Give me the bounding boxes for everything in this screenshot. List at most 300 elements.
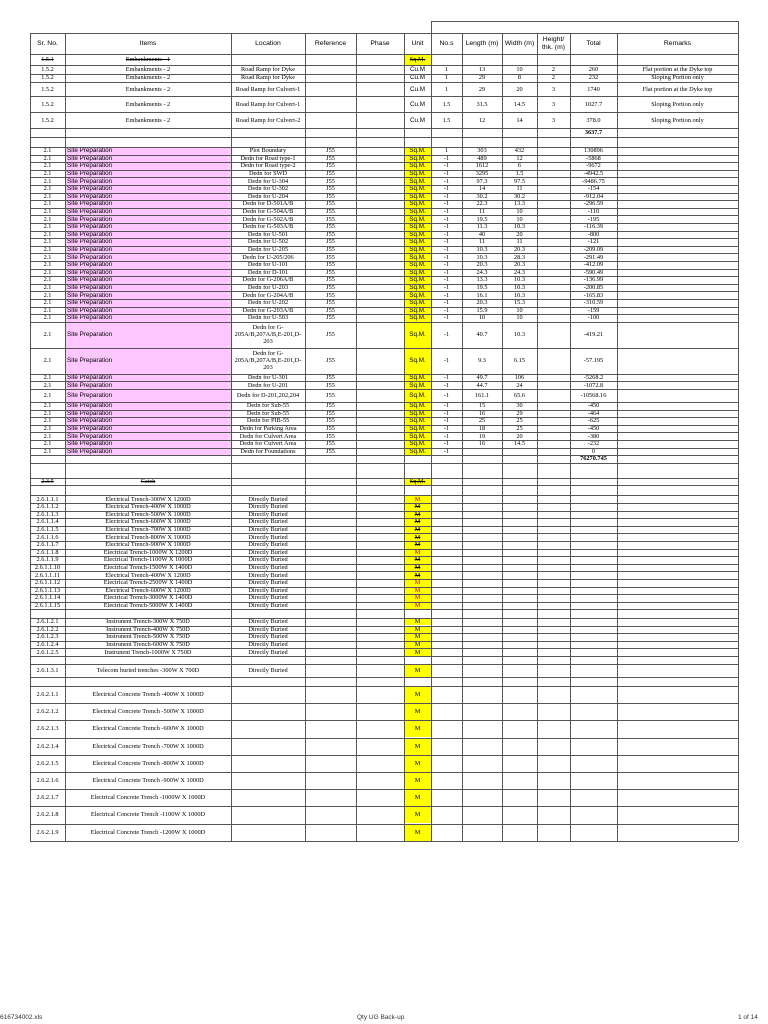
cell-sr: 1.5.2 bbox=[41, 100, 54, 108]
cell-item: Embankments - 2 bbox=[125, 74, 171, 82]
cell-total: -121 bbox=[587, 238, 600, 246]
cell-sr: 2.6.1.2.1 bbox=[36, 618, 59, 626]
cell-unit: Sq.M. bbox=[409, 392, 426, 399]
cell-unit: M bbox=[414, 510, 421, 518]
cell-ref: J55 bbox=[326, 392, 335, 399]
cell-ref: J55 bbox=[326, 291, 335, 299]
grid-line bbox=[30, 772, 738, 773]
cell-sr: 2.6.1.1.7 bbox=[36, 541, 59, 549]
grid-line bbox=[30, 587, 738, 588]
cell-sr: 2.1 bbox=[43, 276, 52, 284]
cell-total: -209.09 bbox=[583, 246, 604, 254]
cell-sr: 2.1 bbox=[43, 357, 52, 365]
cell-sr: 2.6.2.1.6 bbox=[36, 776, 59, 784]
cell-unit: Sq.M. bbox=[409, 409, 426, 417]
cell-unit: Sq.M. bbox=[409, 192, 426, 200]
grid-line bbox=[30, 231, 738, 232]
cell-sr: 2.6.1.3.1 bbox=[36, 667, 59, 675]
cell-total: -380 bbox=[587, 432, 600, 440]
cell-wid: 8 bbox=[517, 74, 522, 82]
cell-rem: Sloping Portion only bbox=[651, 74, 704, 82]
grid-line bbox=[30, 307, 738, 308]
cell-wid: 12 bbox=[516, 154, 523, 162]
cell-ref: J55 bbox=[326, 230, 335, 238]
cell-item: Site Preparation bbox=[67, 417, 113, 425]
header-width: Width (m) bbox=[504, 39, 535, 47]
grid-line bbox=[356, 33, 357, 841]
cell-len: 15 bbox=[478, 402, 486, 410]
cell-ht: 2 bbox=[551, 65, 556, 73]
cell-loc: Dedn for G-205A/B,207A/B,E-201,D-203 bbox=[234, 350, 302, 372]
cell-sr: 2.6.1.1.1 bbox=[36, 495, 59, 503]
cell-sr: 2.1 bbox=[43, 215, 52, 223]
cell-wid: 14.5 bbox=[513, 440, 526, 448]
cell-item: Telecom buried trenches -300W X 700D bbox=[96, 667, 200, 675]
cell-nos: -1 bbox=[443, 392, 450, 399]
cell-sr: 2.6.2.1.5 bbox=[36, 759, 59, 767]
cell-ref: J55 bbox=[326, 402, 335, 410]
cell-len: 19 bbox=[478, 432, 486, 440]
cell-loc: Directly Buried bbox=[248, 586, 288, 594]
cell-loc: Dedn for U-502 bbox=[247, 238, 289, 246]
cell-wid: 10.3 bbox=[513, 223, 526, 231]
cell-ref: J55 bbox=[326, 425, 335, 433]
cell-item: Site Preparation bbox=[67, 409, 113, 417]
cell-ref: J55 bbox=[326, 440, 335, 448]
cell-loc: Directly Buried bbox=[248, 594, 288, 602]
cell-sr: 2.1 bbox=[43, 185, 52, 193]
cell-loc: Road Ramp for Culvert-1 bbox=[235, 100, 301, 108]
cell-sr: 2.1 bbox=[43, 154, 52, 162]
cell-item: Site Preparation bbox=[67, 200, 113, 208]
cell-len: 10.3 bbox=[476, 246, 488, 254]
grid-line bbox=[30, 463, 738, 464]
cell-sr: 2.1 bbox=[43, 200, 52, 208]
cell-item: Electrical Concrete Trench -1000W X 1000D bbox=[90, 794, 206, 802]
cell-wid: 10.3 bbox=[513, 291, 526, 299]
cell-nos: -1 bbox=[443, 162, 450, 170]
cell-wid: 10.3 bbox=[513, 276, 526, 284]
cell-unit: Sq.M. bbox=[409, 268, 426, 276]
cell-loc: Directly Buried bbox=[248, 625, 288, 633]
cell-item: Site Preparation bbox=[67, 402, 113, 410]
cell-unit: Sq.M. bbox=[409, 177, 426, 185]
header-phase: Phase bbox=[370, 39, 390, 47]
grid-line bbox=[30, 162, 738, 163]
grid-line bbox=[30, 284, 738, 285]
cell-unit: Sq.M. bbox=[409, 230, 426, 238]
grid-line bbox=[30, 571, 738, 572]
cell-unit: Sq.M. bbox=[409, 276, 426, 284]
cell-loc: Directly Buried bbox=[248, 564, 288, 572]
cell-loc: Directly Buried bbox=[248, 667, 288, 675]
cell-item: Site Preparation bbox=[67, 374, 113, 382]
cell-unit: Sq.M. bbox=[409, 253, 426, 261]
cell-nos: -1 bbox=[443, 170, 450, 178]
cell-nos: -1 bbox=[443, 306, 450, 314]
grid-line bbox=[30, 402, 738, 403]
cell-nos: -1 bbox=[443, 331, 450, 339]
cell-unit: M bbox=[414, 526, 421, 534]
cell-sr: 2.1 bbox=[43, 268, 52, 276]
cell-unit: Sq.M. bbox=[409, 284, 426, 292]
cell-sr: 2.1 bbox=[43, 409, 52, 417]
cell-item: Electrical Trench-700W X 1000D bbox=[105, 526, 191, 534]
cell-sr: 1.5.2 bbox=[41, 65, 54, 73]
header-remarks: Remarks bbox=[663, 39, 692, 47]
cell-item: Site Preparation bbox=[67, 291, 113, 299]
cell-nos: 1 bbox=[444, 65, 449, 73]
cell-loc: Dedn for U-301 bbox=[247, 374, 289, 382]
grid-line bbox=[30, 556, 738, 557]
cell-nos: -1 bbox=[443, 177, 450, 185]
header-unit: Unit bbox=[411, 39, 424, 47]
cell-item: Site Preparation bbox=[67, 440, 113, 448]
grid-line bbox=[30, 626, 738, 627]
cell-unit: Sq.M. bbox=[409, 246, 426, 254]
cell-sr: 2.1 bbox=[43, 306, 52, 314]
cell-unit: Cu.M bbox=[409, 65, 426, 73]
grid-line bbox=[30, 215, 738, 216]
grid-line bbox=[30, 526, 738, 527]
cell-loc: Road Ramp for Dyke bbox=[240, 65, 296, 73]
cell-ref: J55 bbox=[326, 261, 335, 269]
cell-ref: J55 bbox=[326, 147, 335, 155]
grid-line bbox=[30, 314, 738, 315]
top-border bbox=[431, 21, 738, 22]
cell-item: Site Preparation bbox=[67, 223, 113, 231]
cell-item: Embankments - 2 bbox=[125, 85, 171, 93]
cell-wid: 10 bbox=[516, 314, 523, 322]
cell-len: 14 bbox=[478, 185, 486, 193]
grid-line bbox=[30, 96, 738, 97]
cell-total: -4942.5 bbox=[583, 170, 604, 178]
cell-loc: Dedn for Sub-55 bbox=[246, 402, 290, 410]
cell-wid: 10.3 bbox=[513, 331, 526, 339]
cell-loc: Dedn for Foundations bbox=[240, 447, 296, 455]
grid-line bbox=[30, 664, 738, 665]
cell-loc: Dedn for G-502A/B bbox=[242, 215, 294, 223]
grid-line bbox=[30, 440, 738, 441]
cell-item: Electrical Concrete Trench -1100W X 1000D bbox=[90, 811, 206, 819]
cell-total: -110 bbox=[587, 208, 600, 216]
cell-len: 19.5 bbox=[476, 215, 488, 223]
cell-nos: -1 bbox=[443, 314, 450, 322]
header-nos: No.s bbox=[439, 39, 454, 47]
cell-len: 16 bbox=[478, 440, 486, 448]
cell-loc: Dedn for G-203A/B bbox=[242, 306, 294, 314]
cell-sr: 2.6.1.1.2 bbox=[36, 503, 59, 511]
cell-loc: Dedn for U-205/206 bbox=[242, 253, 294, 261]
cell-loc: Directly Buried bbox=[248, 548, 288, 556]
cell-ref: J55 bbox=[326, 238, 335, 246]
cell-ref: J55 bbox=[326, 215, 335, 223]
cell-item: Site Preparation bbox=[67, 268, 113, 276]
cell-unit: M bbox=[414, 556, 421, 564]
cell-total: -912.04 bbox=[583, 192, 604, 200]
cell-rem: Flat portion at the Dyke top bbox=[642, 65, 713, 73]
cell-loc: Dedn for SWD bbox=[248, 170, 288, 178]
grid-line bbox=[30, 478, 738, 479]
cell-nos: -1 bbox=[443, 238, 450, 246]
cell-nos: 1.5 bbox=[442, 116, 451, 124]
cell-loc: Road Ramp for Culvert-1 bbox=[235, 85, 301, 93]
cell-sr: 2.1 bbox=[43, 392, 52, 399]
cell-item: Embankments - 2 bbox=[125, 116, 171, 124]
cell-wid: 24.3 bbox=[513, 268, 526, 276]
cell-unit: Sq.M. bbox=[409, 261, 426, 269]
cell-item: Site Preparation bbox=[67, 392, 113, 399]
cell-wid: 29 bbox=[516, 409, 523, 417]
grid-line bbox=[30, 253, 738, 254]
grid-line bbox=[30, 485, 738, 486]
cell-ref: J55 bbox=[326, 208, 335, 216]
cell-total: -296.59 bbox=[583, 200, 604, 208]
grid-line bbox=[30, 618, 738, 619]
cell-wid: 28.3 bbox=[513, 253, 526, 261]
cell-total: 1027.7 bbox=[584, 100, 603, 108]
grid-line bbox=[30, 246, 738, 247]
cell-loc: Dedn for D-501A/B bbox=[242, 200, 294, 208]
grid-line bbox=[30, 455, 738, 456]
cell-wid: 25 bbox=[516, 417, 523, 425]
grid-line bbox=[30, 74, 738, 75]
cell-unit: Sq.M. bbox=[409, 425, 426, 433]
grid-line bbox=[30, 448, 738, 449]
cell-total: -1072.8 bbox=[583, 381, 604, 389]
cell-item: Electrical Trench-400W X 1200D bbox=[105, 571, 191, 579]
cell-sr: 2.1 bbox=[43, 192, 52, 200]
grid-line bbox=[30, 703, 738, 704]
cell-item: Electrical Trench-2500W X 1400D bbox=[103, 579, 193, 587]
cell-unit: Sq.M. bbox=[409, 447, 426, 455]
header-total: Total bbox=[586, 39, 601, 47]
grid-line bbox=[30, 269, 738, 270]
cell-unit: M bbox=[414, 586, 421, 594]
cell-len: 20.3 bbox=[476, 299, 488, 307]
cell-total: -291.49 bbox=[583, 253, 604, 261]
cell-len: 489 bbox=[477, 154, 487, 162]
cell-loc: Directly Buried bbox=[248, 495, 288, 503]
cell-item: Electrical Trench-1500W X 1400D bbox=[103, 564, 193, 572]
cell-item: Embankments - 2 bbox=[125, 65, 171, 73]
cell-len: 97.3 bbox=[476, 177, 488, 185]
cell-unit: Sq.M. bbox=[409, 478, 426, 486]
header-items: Items bbox=[139, 39, 157, 47]
cell-nos: -1 bbox=[443, 230, 450, 238]
cell-nos: -1 bbox=[443, 381, 450, 389]
cell-loc: Road Ramp for Culvert-2 bbox=[235, 116, 301, 124]
cell-unit: M bbox=[414, 690, 421, 698]
cell-unit: M bbox=[414, 759, 421, 767]
grid-line bbox=[30, 238, 738, 239]
grid-line bbox=[30, 348, 738, 349]
cell-unit: Sq.M. bbox=[409, 440, 426, 448]
cell-sr: 2.1 bbox=[43, 261, 52, 269]
grid-line bbox=[30, 389, 738, 390]
cell-sr: 2.6.1.1.13 bbox=[34, 586, 61, 594]
cell-item: Site Preparation bbox=[67, 357, 113, 365]
cell-wid: 10 bbox=[516, 215, 523, 223]
cell-rem: Sloping Portion only bbox=[651, 100, 704, 108]
cell-wid: 10 bbox=[516, 65, 523, 73]
cell-total: -154 bbox=[587, 185, 600, 193]
cell-unit: Sq.M. bbox=[409, 299, 426, 307]
cell-total: -310.59 bbox=[583, 299, 604, 307]
cell-total: -100 bbox=[587, 314, 600, 322]
cell-unit: Sq.M. bbox=[409, 314, 426, 322]
grid-line bbox=[30, 200, 738, 201]
cell-total: -9672 bbox=[586, 162, 601, 170]
cell-total: -412.09 bbox=[583, 261, 604, 269]
cell-nos: -1 bbox=[443, 268, 450, 276]
cell-item: Site Preparation bbox=[67, 432, 113, 440]
cell-wid: 11 bbox=[516, 185, 523, 193]
cell-ht: 2 bbox=[551, 74, 556, 82]
cell-loc: Dedn for G-504A/B bbox=[242, 208, 294, 216]
cell-loc: Directly Buried bbox=[248, 533, 288, 541]
cell-sr: 2.1 bbox=[43, 440, 52, 448]
grid-line bbox=[30, 841, 738, 842]
cell-nos: -1 bbox=[443, 357, 450, 365]
grid-line bbox=[30, 65, 738, 66]
grid-line bbox=[30, 503, 738, 504]
cell-item: Catch bbox=[140, 478, 156, 486]
cell-sr: 2.6.1.2.3 bbox=[36, 633, 59, 641]
cell-total: -57.195 bbox=[583, 357, 604, 365]
cell-item: Site Preparation bbox=[67, 170, 113, 178]
cell-item: Electrical Concrete Trench -500W X 1000D bbox=[92, 708, 204, 716]
cell-item: Site Preparation bbox=[67, 162, 113, 170]
cell-wid: 65.6 bbox=[513, 392, 526, 399]
grid-line bbox=[431, 33, 432, 841]
cell-item: Electrical Concrete Trench -400W X 1000D bbox=[92, 690, 204, 698]
grid-line bbox=[30, 609, 738, 610]
cell-loc: Plot Boundary bbox=[249, 147, 287, 155]
grid-line bbox=[30, 208, 738, 209]
top-border-left bbox=[431, 21, 432, 33]
cell-sr: 2.1 bbox=[43, 291, 52, 299]
cell-ref: J55 bbox=[326, 417, 335, 425]
cell-total: 260 bbox=[588, 65, 599, 73]
cell-sr: 2.6.1.1.11 bbox=[35, 571, 60, 579]
cell-loc: Directly Buried bbox=[248, 602, 288, 610]
cell-total: 130896 bbox=[584, 147, 603, 155]
cell-sr: 2.6.1.2.4 bbox=[36, 640, 59, 648]
cell-unit: Sq.M. bbox=[409, 162, 426, 170]
cell-total: -450 bbox=[587, 425, 600, 433]
cell-len: 12 bbox=[478, 116, 486, 124]
cell-nos: -1 bbox=[443, 409, 450, 417]
cell-loc: Dedn for U-304 bbox=[247, 177, 289, 185]
cell-sr: 2.1 bbox=[43, 208, 52, 216]
cell-len: 22.3 bbox=[476, 200, 488, 208]
cell-sr: 1.5.2 bbox=[41, 85, 54, 93]
cell-wid: 30 bbox=[516, 402, 523, 410]
cell-item: Instrunent Trench-500W X 750D bbox=[106, 633, 190, 641]
cell-wid: 24 bbox=[516, 381, 523, 389]
cell-wid: 1.5 bbox=[515, 170, 524, 178]
cell-wid: 432 bbox=[514, 147, 525, 155]
cell-unit: M bbox=[414, 742, 421, 750]
cell-len: 25 bbox=[478, 417, 486, 425]
cell-unit: Sq.M. bbox=[409, 331, 426, 339]
cell-wid: 20.3 bbox=[513, 261, 526, 269]
cell-ref: J55 bbox=[326, 381, 335, 389]
cell-unit: Cu.M bbox=[409, 85, 426, 93]
cell-loc: Directly Buried bbox=[248, 571, 288, 579]
cell-item: Electrical Trench-1100W X 1000D bbox=[103, 556, 193, 564]
grid-line bbox=[30, 33, 31, 841]
grid-line bbox=[30, 755, 738, 756]
cell-len: 40.7 bbox=[476, 331, 488, 339]
cell-total: 378.0 bbox=[586, 116, 601, 124]
cell-total: -10568.16 bbox=[580, 392, 607, 399]
cell-sr: 2.1 bbox=[43, 246, 52, 254]
cell-loc: Directly Buried bbox=[248, 633, 288, 641]
cell-loc: Dedn for U-101 bbox=[247, 261, 289, 269]
cell-unit: M bbox=[414, 633, 421, 641]
cell-unit: Sq.M. bbox=[409, 374, 426, 382]
footer-page-number: 1 of 14 bbox=[738, 1014, 758, 1021]
cell-total: -116.39 bbox=[583, 223, 604, 231]
grid-line bbox=[30, 128, 738, 129]
cell-loc: Dedn for PIB-55 bbox=[246, 417, 290, 425]
grid-line bbox=[30, 276, 738, 277]
cell-unit: Sq.M. bbox=[409, 185, 426, 193]
cell-total: -200.85 bbox=[583, 284, 604, 292]
cell-nos: -1 bbox=[443, 432, 450, 440]
cell-total: -136.99 bbox=[583, 276, 604, 284]
cell-total: -9486.75 bbox=[582, 177, 605, 185]
grid-line bbox=[30, 410, 738, 411]
cell-sr: 2.6.2.1.2 bbox=[36, 708, 59, 716]
cell-ref: J55 bbox=[326, 314, 335, 322]
cell-sr: 2.6.1.1.8 bbox=[36, 548, 59, 556]
cell-wid: 11 bbox=[516, 238, 523, 246]
grid-line bbox=[30, 417, 738, 418]
cell-sr: 2.3.5 bbox=[41, 478, 54, 486]
cell-nos: 1 bbox=[444, 74, 449, 82]
cell-ref: J55 bbox=[326, 170, 335, 178]
cell-loc: Dedn for U-204 bbox=[247, 192, 289, 200]
cell-loc: Dedn for G-205A/B,207A/B,E-201,D-203 bbox=[234, 324, 302, 346]
cell-item: Instrunent Trench-300W X 750D bbox=[106, 618, 190, 626]
cell-unit: Sq.M. bbox=[409, 147, 426, 155]
cell-loc: Directly Buried bbox=[248, 618, 288, 626]
grid-line bbox=[30, 633, 738, 634]
cell-item: Site Preparation bbox=[67, 331, 113, 339]
cell-item: Electrical Trench-600W X 1200D bbox=[105, 586, 191, 594]
cell-ref: J55 bbox=[326, 447, 335, 455]
cell-len: 44.7 bbox=[476, 381, 488, 389]
grid-line bbox=[30, 223, 738, 224]
cell-len: 13.3 bbox=[476, 276, 488, 284]
cell-len: 3295 bbox=[475, 170, 489, 178]
cell-len: 11.3 bbox=[476, 223, 488, 231]
grid-line bbox=[30, 789, 738, 790]
cell-wid: 25 bbox=[516, 425, 523, 433]
cell-item: Electrical Concrete Trench -900W X 1000D bbox=[92, 776, 204, 784]
cell-wid: 30.2 bbox=[513, 192, 526, 200]
cell-item: Site Preparation bbox=[67, 261, 113, 269]
cell-unit: M bbox=[414, 602, 421, 610]
cell-loc: Dedn for U-501 bbox=[247, 230, 289, 238]
cell-sr: 1.5.1 bbox=[41, 56, 54, 63]
grid-line bbox=[502, 33, 503, 841]
cell-wid: 6 bbox=[517, 162, 522, 170]
cell-item: Electrical Trench-800W X 1000D bbox=[105, 533, 191, 541]
